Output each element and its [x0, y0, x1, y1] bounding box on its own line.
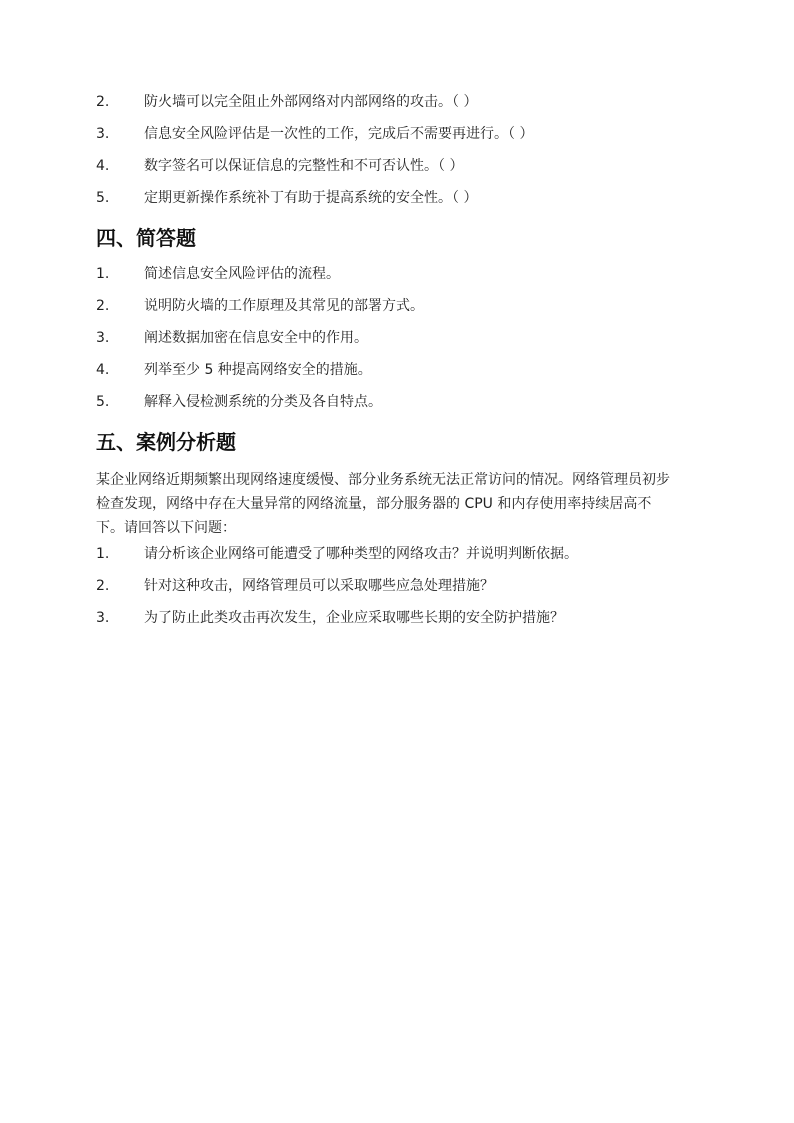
list-number: 3.: [96, 126, 110, 142]
document-content: [96, 92, 706, 640]
list-number: 2.: [96, 298, 110, 314]
list-item: [96, 328, 706, 360]
list-number: 2.: [96, 578, 110, 594]
list-text: 信息安全风险评估是一次性的工作，完成后不需要再进行。（ ）: [144, 126, 534, 142]
list-item: [96, 156, 706, 188]
list-number: 1.: [96, 266, 110, 282]
case-description-line: 检查发现，网络中存在大量异常的网络流量，部分服务器的 CPU 和内存使用率持续居高不: [96, 496, 652, 512]
list-number: 4.: [96, 158, 110, 174]
list-text: 数字签名可以保证信息的完整性和不可否认性。（ ）: [144, 158, 464, 174]
list-text: 定期更新操作系统补丁有助于提高系统的安全性。（ ）: [144, 190, 478, 206]
case-description: [96, 468, 706, 540]
case-description-line: 下。请回答以下问题：: [96, 520, 236, 536]
list-number: 1.: [96, 546, 110, 562]
list-number: 4.: [96, 362, 110, 378]
list-text: 防火墙可以完全阻止外部网络对内部网络的攻击。（ ）: [144, 94, 478, 110]
list-item: [96, 576, 706, 608]
list-item: [96, 392, 706, 424]
list-item: [96, 360, 706, 392]
list-text: 请分析该企业网络可能遭受了哪种类型的网络攻击？并说明判断依据。: [144, 546, 578, 562]
list-text: 说明防火墙的工作原理及其常见的部署方式。: [144, 298, 424, 314]
list-item: [96, 296, 706, 328]
case-description-line: 某企业网络近期频繁出现网络速度缓慢、部分业务系统无法正常访问的情况。网络管理员初步: [96, 472, 670, 488]
short-answer-list: [96, 264, 706, 424]
list-number: 3.: [96, 330, 110, 346]
list-item: [96, 544, 706, 576]
list-item: [96, 188, 706, 220]
list-text: 列举至少 5 种提高网络安全的措施。: [144, 362, 372, 378]
list-text: 阐述数据加密在信息安全中的作用。: [144, 330, 368, 346]
list-number: 5.: [96, 394, 110, 410]
list-number: 3.: [96, 610, 110, 626]
list-text: 解释入侵检测系统的分类及各自特点。: [144, 394, 382, 410]
judgment-list: [96, 92, 706, 220]
list-number: 2.: [96, 94, 110, 110]
section-heading-case-analysis: 五、案例分析题: [96, 430, 236, 454]
list-item: [96, 264, 706, 296]
case-question-list: [96, 544, 706, 640]
section-heading-short-answer: 四、简答题: [96, 226, 196, 250]
list-text: 简述信息安全风险评估的流程。: [144, 266, 340, 282]
list-text: 为了防止此类攻击再次发生，企业应采取哪些长期的安全防护措施？: [144, 610, 564, 626]
list-number: 5.: [96, 190, 110, 206]
list-text: 针对这种攻击，网络管理员可以采取哪些应急处理措施？: [144, 578, 494, 594]
list-item: [96, 124, 706, 156]
list-item: [96, 608, 706, 640]
list-item: [96, 92, 706, 124]
